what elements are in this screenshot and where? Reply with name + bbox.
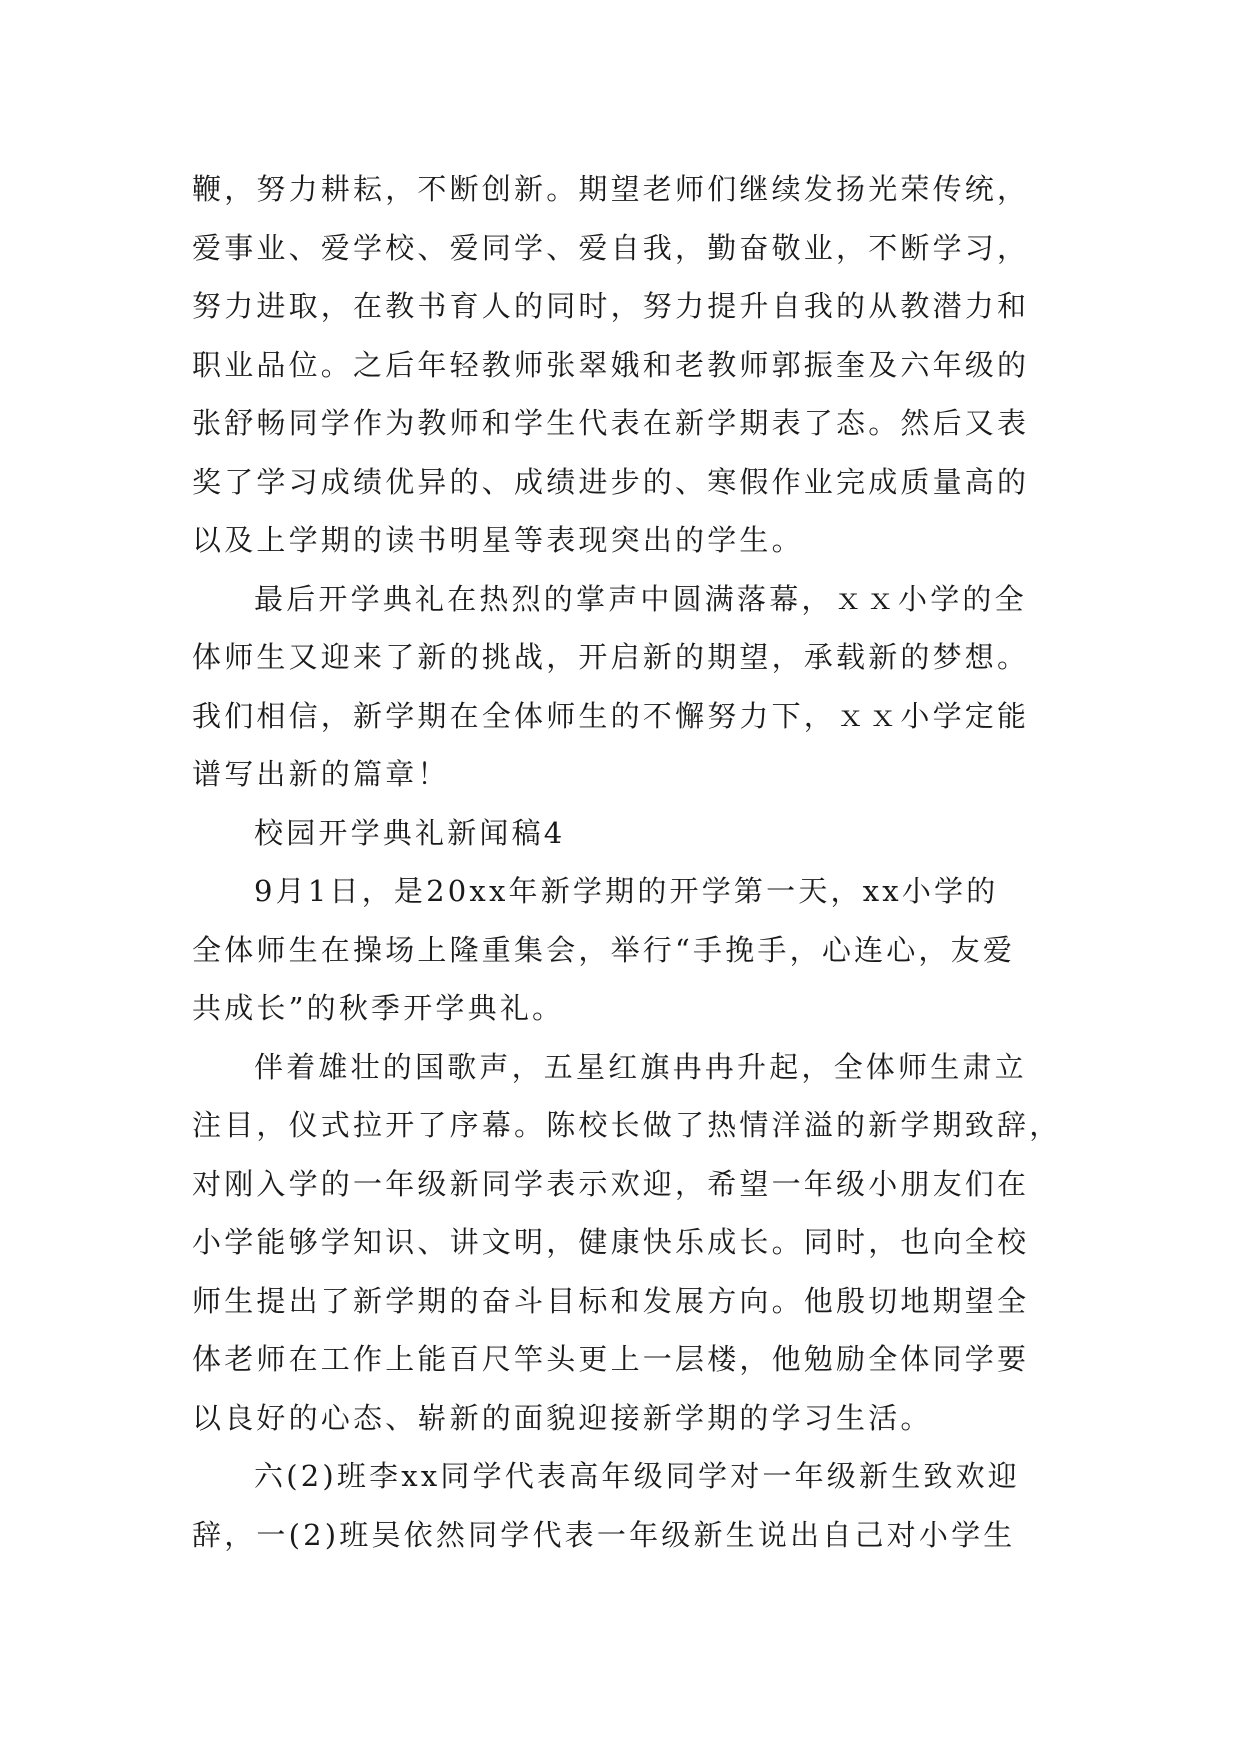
text-line: 小学能够学知识、讲文明，健康快乐成长。同时，也向全校 (192, 1225, 1030, 1259)
text-line: 六(2)班李xx同学代表高年级同学对一年级新生致欢迎 (254, 1459, 1020, 1493)
text-line: 伴着雄壮的国歌声，五星红旗冉冉升起，全体师生肃立 (254, 1049, 1027, 1084)
text-line: 以及上学期的读书明星等表现突出的学生。 (192, 523, 804, 557)
text-line: 奖了学习成绩优异的、成绩进步的、寒假作业完成质量高的 (192, 464, 1030, 499)
document-body (192, 160, 1072, 1564)
paragraph-4 (192, 1038, 1072, 1448)
text-line: 全体师生在操场上隆重集会，举行“手挽手，心连心，友爱 (192, 932, 1016, 967)
text-line: 注目，仪式拉开了序幕。陈校长做了热情洋溢的新学期致辞， (192, 1108, 1062, 1142)
text-line: 体师生又迎来了新的挑战，开启新的期望，承载新的梦想。 (192, 640, 1030, 674)
section-heading (192, 804, 1072, 863)
text-line: 谱写出新的篇章！ (192, 757, 450, 791)
text-line: 职业品位。之后年轻教师张翠娥和老教师郭振奎及六年级的 (192, 347, 1030, 382)
text-line: 我们相信，新学期在全体师生的不懈努力下，ｘｘ小学定能 (192, 698, 1030, 733)
text-line: 对刚入学的一年级新同学表示欢迎，希望一年级小朋友们在 (192, 1166, 1030, 1201)
text-line: 鞭，努力耕耘，不断创新。期望老师们继续发扬光荣传统， (192, 172, 1030, 206)
text-line: 张舒畅同学作为教师和学生代表在新学期表了态。然后又表 (192, 406, 1030, 440)
text-line: 以良好的心态、崭新的面貌迎接新学期的学习生活。 (192, 1400, 933, 1435)
text-line: 共成长”的秋季开学典礼。 (192, 991, 565, 1025)
paragraph-5 (192, 1447, 1072, 1564)
text-line: 爱事业、爱学校、爱同学、爱自我，勤奋敬业，不断学习， (192, 230, 1030, 265)
text-line: 最后开学典礼在热烈的掌声中圆满落幕，ｘｘ小学的全 (254, 581, 1027, 616)
paragraph-1 (192, 160, 1072, 570)
text-line: 努力进取，在教书育人的同时，努力提升自我的从教潜力和 (192, 289, 1030, 323)
text-line: 师生提出了新学期的奋斗目标和发展方向。他殷切地期望全 (192, 1283, 1030, 1318)
text-line: 辞，一(2)班吴依然同学代表一年级新生说出自己对小学生 (192, 1517, 1016, 1552)
text-line: 体老师在工作上能百尺竿头更上一层楼，他勉励全体同学要 (192, 1342, 1030, 1376)
text-line: 9月1日，是20xx年新学期的开学第一天，xx小学的 (254, 874, 999, 908)
paragraph-2 (192, 570, 1072, 804)
paragraph-3 (192, 862, 1072, 1038)
heading-line: 校园开学典礼新闻稿4 (254, 815, 566, 850)
